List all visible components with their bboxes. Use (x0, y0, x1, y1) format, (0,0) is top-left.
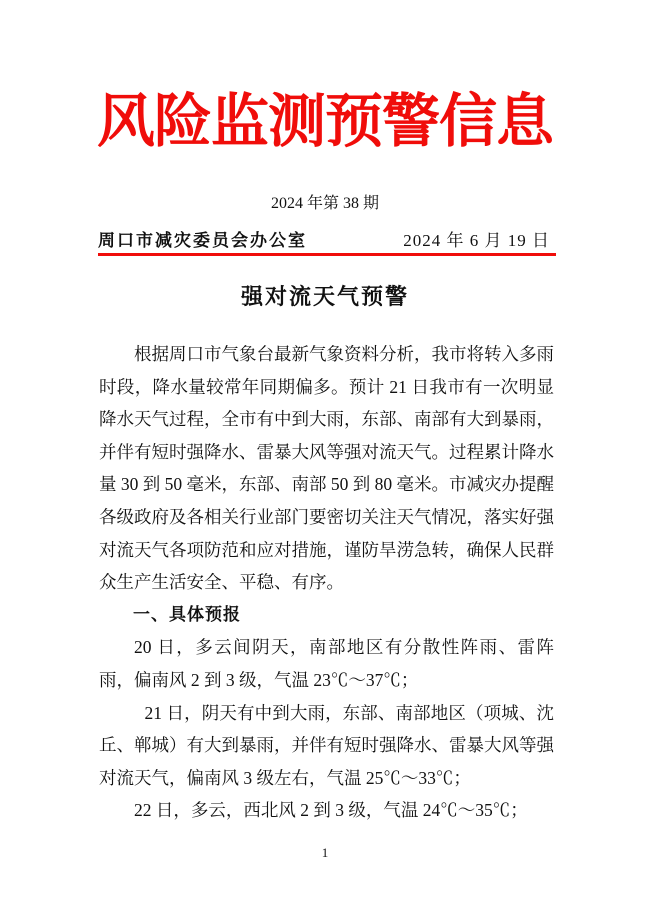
page-number: 1 (321, 845, 329, 860)
header-meta-row (98, 230, 550, 252)
issuing-office: 周口市减灾委员会办公室 (98, 231, 307, 250)
forecast-day-20: 20 日，多云间阴天，南部地区有分散性阵雨、雷阵雨，偏南风 2 到 3 级，气温 23℃～37℃； (99, 637, 554, 690)
document-body (99, 338, 554, 827)
issue-number: 2024 年第 38 期 (270, 195, 379, 212)
section-heading-forecast: 一、具体预报 (133, 604, 241, 624)
issue-date: 2024 年 6 月 19 日 (403, 231, 550, 250)
forecast-day-21: 21 日，阴天有中到大雨，东部、南部地区（项城、沈丘、郸城）有大到暴雨，并伴有短时强降水、雷暴大风等强对流天气，偏南风 3 级左右，气温 25℃～33℃； (99, 702, 554, 788)
header-divider-rule (98, 253, 556, 256)
warning-title: 强对流天气预警 (240, 284, 409, 309)
bulletin-masthead-title: 风险监测预警信息 (96, 89, 553, 154)
intro-paragraph: 根据周口市气象台最新气象资料分析，我市将转入多雨时段，降水量较常年同期偏多。预计 21 日我市有一次明显降水天气过程，全市有中到大雨，东部、南部有大到暴雨，并伴有短时强降水、雷暴大风等强对流天气。过程累计降水量 30 到 50 毫米，东部、南部 50 到 80 毫米。市减灾办提醒各级政府及各相关行业部门要密切关注天气情况，落实好强对流天气各项防范和应对措施，谨防旱涝急转，确保人民群众生产生活安全、平稳、有序。 (99, 344, 554, 593)
forecast-day-22: 22 日，多云，西北风 2 到 3 级，气温 24℃～35℃； (134, 800, 528, 821)
